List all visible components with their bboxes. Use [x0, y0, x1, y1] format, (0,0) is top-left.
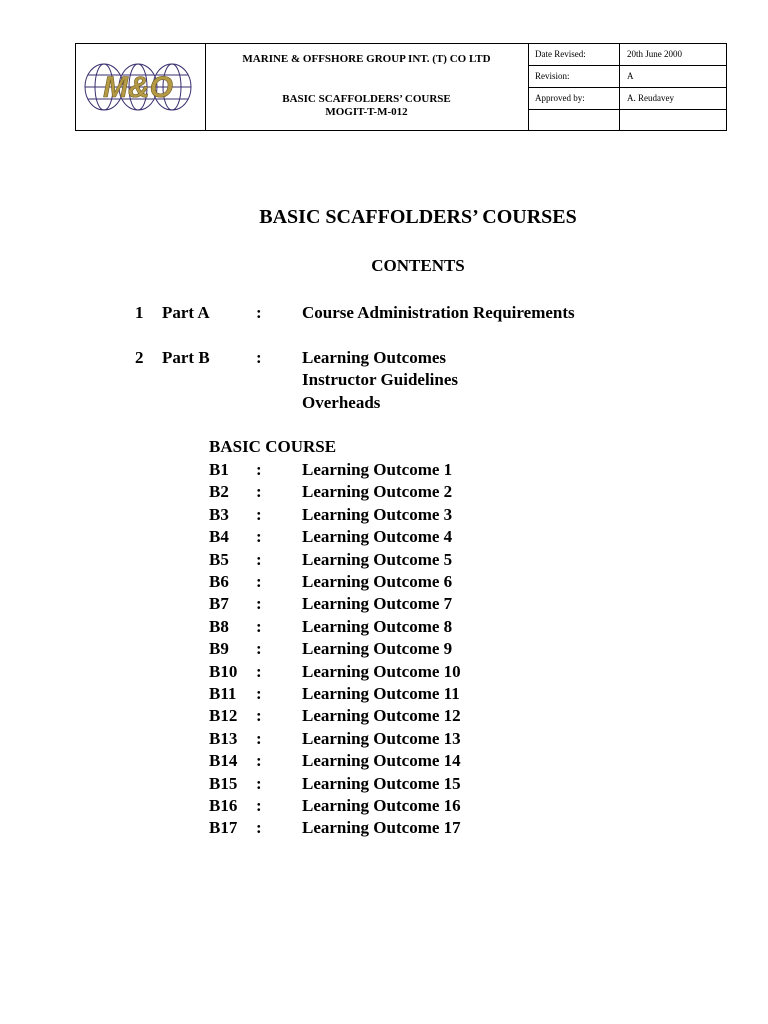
logo-text: M&O	[103, 71, 173, 104]
meta-label: Revision:	[528, 66, 620, 87]
title-cell	[205, 44, 529, 130]
separator: :	[256, 796, 262, 815]
basic-course-heading: BASIC COURSE	[209, 437, 337, 456]
outcome-code: B16	[209, 796, 238, 815]
meta-value: 20th June 2000	[627, 49, 682, 59]
part-number: 1	[135, 303, 144, 322]
part-number: 2	[135, 348, 144, 367]
outcome-code: B7	[209, 594, 229, 613]
outcome-title: Learning Outcome 3	[302, 505, 453, 524]
meta-row-date	[528, 44, 726, 66]
document-title: BASIC SCAFFOLDERS’ COURSES	[259, 206, 577, 228]
outcome-title: Learning Outcome 7	[302, 594, 453, 613]
header-course-code: MOGIT-T-M-012	[325, 106, 408, 118]
separator: :	[256, 527, 262, 546]
outcome-code: B1	[209, 460, 229, 479]
outcome-code: B3	[209, 505, 229, 524]
outcome-code: B17	[209, 818, 238, 837]
meta-value: A. Reudavey	[627, 93, 674, 103]
separator: :	[256, 482, 262, 501]
contents-entry: Instructor Guidelines	[302, 370, 459, 389]
outcome-code: B8	[209, 617, 229, 636]
separator: :	[256, 751, 262, 770]
contents-entry: Overheads	[302, 393, 381, 412]
outcome-title: Learning Outcome 13	[302, 729, 461, 748]
outcome-title: Learning Outcome 5	[302, 550, 453, 569]
separator: :	[256, 706, 262, 725]
outcome-title: Learning Outcome 14	[302, 751, 461, 770]
meta-row-approved	[528, 88, 726, 110]
outcome-title: Learning Outcome 16	[302, 796, 461, 815]
separator: :	[256, 303, 262, 322]
company-name: MARINE & OFFSHORE GROUP INT. (T) CO LTD	[242, 53, 491, 65]
contents-heading: CONTENTS	[371, 256, 465, 275]
meta-label: Date Revised:	[528, 44, 620, 65]
company-logo	[82, 62, 194, 112]
outcome-title: Learning Outcome 9	[302, 639, 453, 658]
outcome-code: B13	[209, 729, 238, 748]
header-course-title: BASIC SCAFFOLDERS’ COURSE	[282, 93, 451, 105]
outcome-code: B4	[209, 527, 229, 546]
outcome-title: Learning Outcome 15	[302, 774, 461, 793]
outcome-code: B11	[209, 684, 237, 703]
separator: :	[256, 662, 262, 681]
contents-entry: Learning Outcomes	[302, 348, 447, 367]
outcome-code: B12	[209, 706, 238, 725]
meta-label	[528, 109, 620, 130]
outcome-title: Learning Outcome 11	[302, 684, 460, 703]
part-name: Part B	[162, 348, 210, 367]
separator: :	[256, 684, 262, 703]
outcome-code: B5	[209, 550, 229, 569]
document-header	[75, 43, 727, 131]
revision-table	[528, 44, 726, 130]
outcome-title: Learning Outcome 8	[302, 617, 453, 636]
separator: :	[256, 818, 262, 837]
meta-row-empty	[528, 109, 726, 130]
separator: :	[256, 460, 262, 479]
meta-value: A	[627, 71, 634, 81]
meta-row-revision	[528, 66, 726, 88]
separator: :	[256, 348, 262, 367]
outcome-title: Learning Outcome 17	[302, 818, 461, 837]
outcome-code: B6	[209, 572, 229, 591]
logo-cell	[76, 44, 206, 130]
separator: :	[256, 505, 262, 524]
separator: :	[256, 639, 262, 658]
meta-label: Approved by:	[528, 88, 620, 109]
part-name: Part A	[162, 303, 210, 322]
separator: :	[256, 594, 262, 613]
outcome-title: Learning Outcome 10	[302, 662, 461, 681]
outcome-title: Learning Outcome 1	[302, 460, 453, 479]
separator: :	[256, 617, 262, 636]
outcome-title: Learning Outcome 12	[302, 706, 461, 725]
outcome-code: B14	[209, 751, 238, 770]
separator: :	[256, 774, 262, 793]
outcome-title: Learning Outcome 2	[302, 482, 453, 501]
outcome-code: B9	[209, 639, 229, 658]
separator: :	[256, 550, 262, 569]
meta-value	[620, 109, 726, 130]
outcome-title: Learning Outcome 4	[302, 527, 453, 546]
outcome-code: B2	[209, 482, 229, 501]
outcome-code: B15	[209, 774, 238, 793]
contents-entry: Course Administration Requirements	[302, 303, 575, 322]
separator: :	[256, 572, 262, 591]
outcome-title: Learning Outcome 6	[302, 572, 453, 591]
outcome-code: B10	[209, 662, 238, 681]
separator: :	[256, 729, 262, 748]
